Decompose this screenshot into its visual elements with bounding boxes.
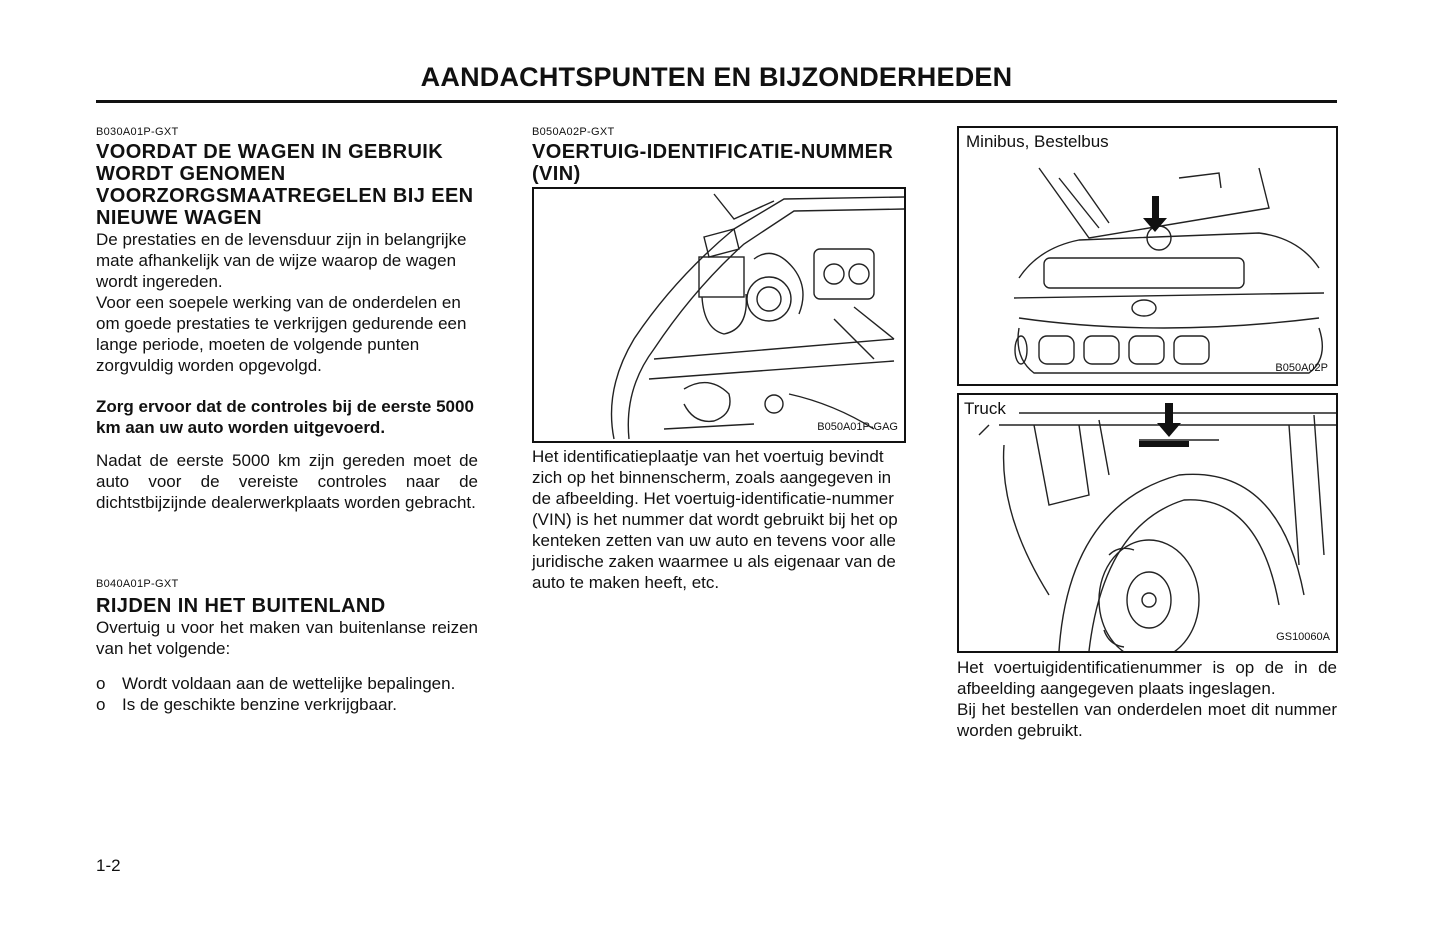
section-heading: RIJDEN IN HET BUITENLAND — [96, 595, 386, 617]
figure-label: B050A01P-GAG — [817, 421, 898, 433]
list-item — [96, 694, 478, 715]
section-before-use — [96, 126, 478, 513]
section-code: B050A02P-GXT — [532, 126, 615, 138]
bullet-list — [96, 673, 478, 715]
bullet-mark: o — [96, 695, 106, 714]
paragraph: De prestaties en de levensduur zijn in belangrijke mate afhankelijk van de wijze waarop de wagen wordt ingereden. — [96, 230, 467, 291]
page-number: 1-2 — [96, 856, 121, 875]
heading-line: NIEUWE WAGEN — [96, 207, 262, 229]
header-rule — [96, 100, 1337, 103]
truck-illustration — [959, 395, 1336, 651]
figure-caption: Truck — [964, 399, 1006, 418]
paragraph: Nadat de eerste 5000 km zijn gereden moet de auto voor de vereiste controles naar de dichtstbijzijnde dealerwerkplaats worden gebracht. — [96, 451, 478, 512]
paragraph: Het voertuigidentificatienummer is op de in de afbeelding aangegeven plaats ingeslagen. — [957, 658, 1337, 698]
heading-line: (VIN) — [532, 163, 581, 185]
paragraph: Het identificatieplaatje van het voertuig bevindt zich op het binnenscherm, zoals aangegeven in de afbeelding. Het voertuig-identificatie-nummer (VIN) is het nummer dat wordt gebruikt bij het op kenteken zetten van uw auto en tevens voor alle juridische zaken waarmee u als eigenaar van de auto te maken heeft, etc. — [532, 447, 898, 592]
section-vin-location — [957, 657, 1337, 741]
bold-paragraph: Zorg ervoor dat de controles bij de eerste 5000 km aan uw auto worden uitgevoerd. — [96, 397, 474, 437]
minibus-illustration — [959, 128, 1336, 384]
figure-caption: Minibus, Bestelbus — [966, 132, 1109, 151]
heading-line: VOORDAT DE WAGEN IN GEBRUIK — [96, 141, 444, 163]
bullet-mark: o — [96, 674, 106, 693]
page-title: AANDACHTSPUNTEN EN BIJZONDERHEDEN — [420, 62, 1013, 92]
engine-bay-figure — [532, 187, 906, 443]
paragraph: Voor een soepele werking van de onderdelen en om goede prestaties te verkrijgen gedurende een lange periode, moeten de volgende punten zorgvuldig worden opgevolgd. — [96, 293, 467, 375]
section-vin — [532, 126, 904, 185]
paragraph: Overtuig u voor het maken van buitenlanse reizen van het volgende: — [96, 618, 478, 658]
list-item — [96, 673, 478, 694]
figure-label: B050A02P — [1275, 362, 1328, 374]
heading-line: WORDT GENOMEN — [96, 163, 286, 185]
figure-label: GS10060A — [1276, 631, 1330, 643]
heading-line: VOORZORGSMAATREGELEN BIJ EEN — [96, 185, 474, 207]
minibus-figure — [957, 126, 1338, 386]
engine-bay-illustration — [534, 189, 904, 441]
section-code: B030A01P-GXT — [96, 126, 179, 138]
paragraph: Bij het bestellen van onderdelen moet dit nummer worden gebruikt. — [957, 700, 1337, 740]
bullet-text: Wordt voldaan aan de wettelijke bepalingen. — [122, 674, 456, 693]
section-abroad — [96, 578, 478, 715]
truck-figure — [957, 393, 1338, 653]
heading-line: VOERTUIG-IDENTIFICATIE-NUMMER — [532, 141, 894, 163]
section-code: B040A01P-GXT — [96, 578, 179, 590]
section-heading — [532, 141, 904, 185]
section-heading — [96, 141, 478, 229]
bullet-text: Is de geschikte benzine verkrijgbaar. — [122, 695, 397, 714]
